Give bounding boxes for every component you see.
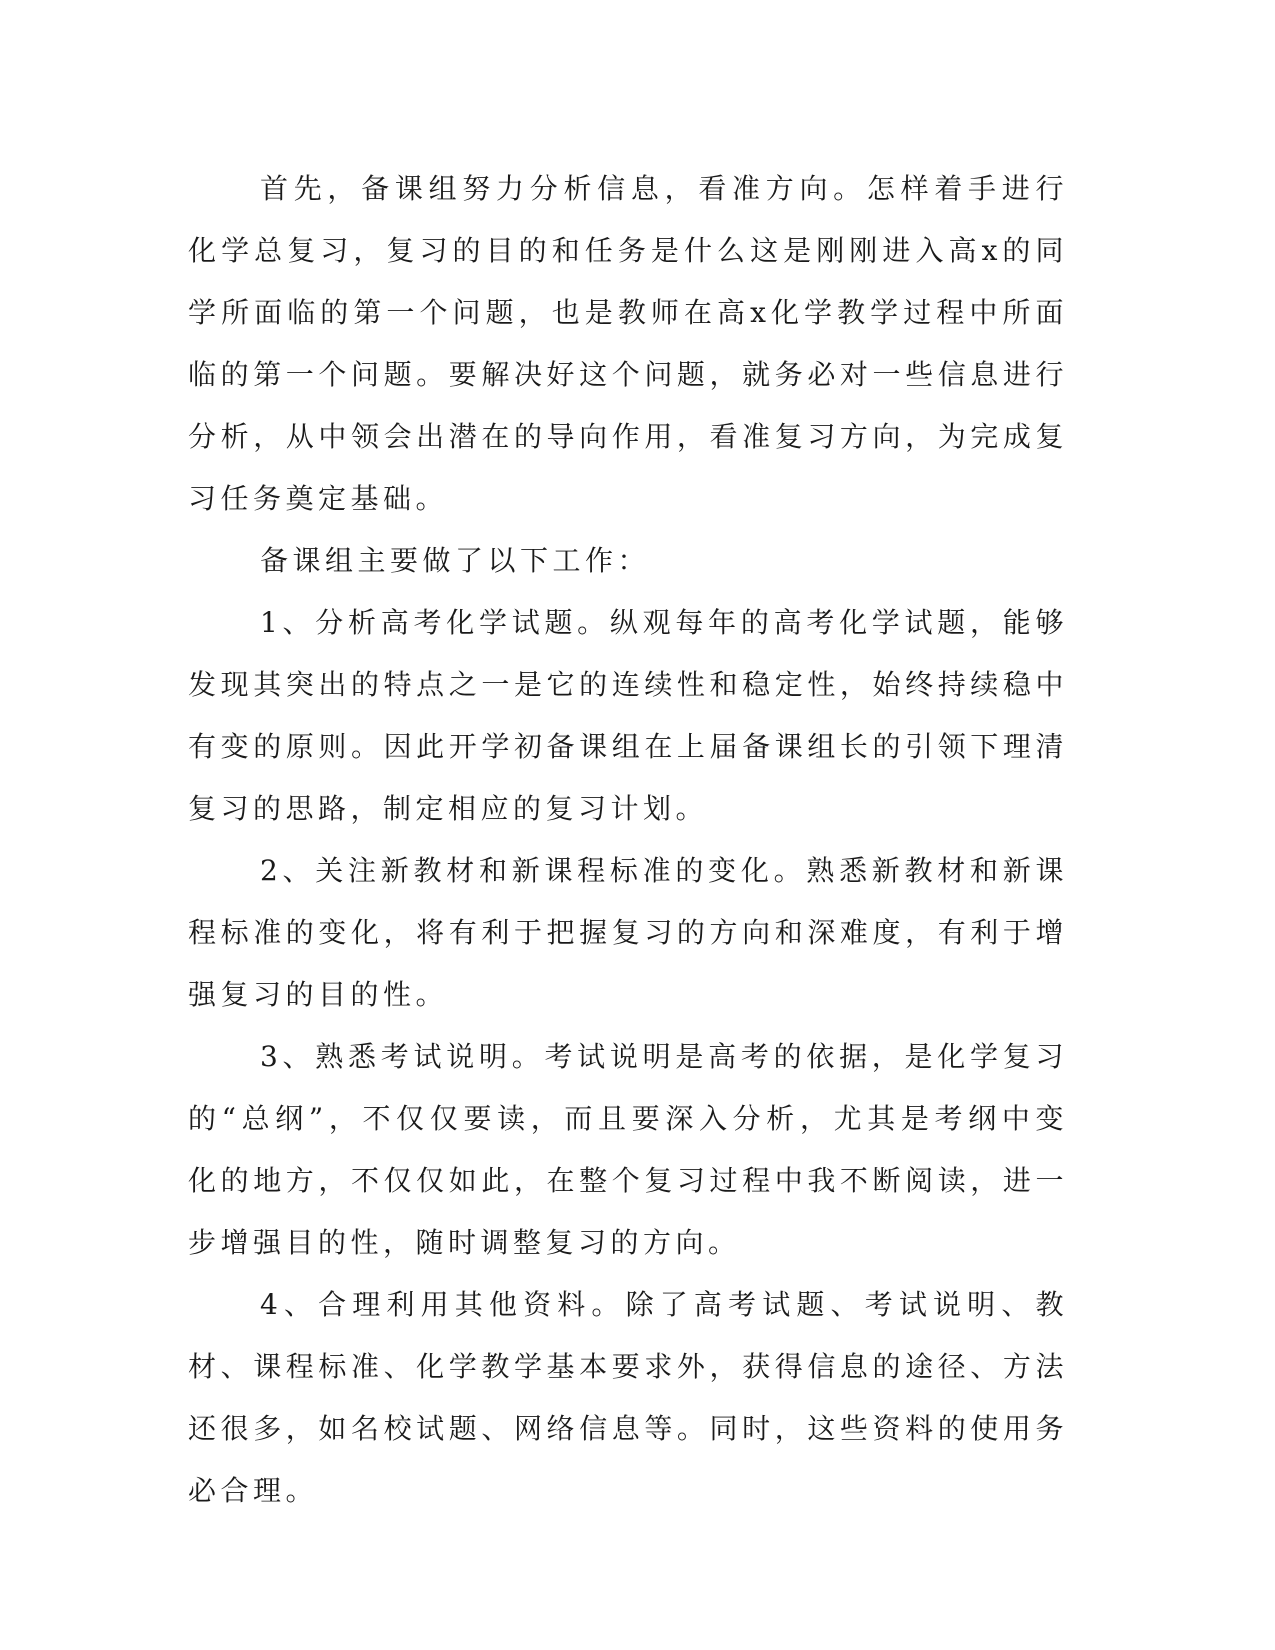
paragraph-item-2: 2、关注新教材和新课程标准的变化。熟悉新教材和新课程标准的变化，将有利于把握复习的方向和深难度，有利于增强复习的目的性。 (188, 854, 1068, 1011)
paragraph-intro: 首先，备课组努力分析信息，看准方向。怎样着手进行化学总复习，复习的目的和任务是什么这是刚刚进入高x的同学所面临的第一个问题，也是教师在高x化学教学过程中所面临的第一个问题。要解决好这个问题，就务必对一些信息进行分析，从中领会出潜在的导向作用，看准复习方向，为完成复习任务奠定基础。 (188, 172, 1068, 515)
document-body (188, 158, 1068, 1522)
paragraph-item-3: 3、熟悉考试说明。考试说明是高考的依据，是化学复习的“总纲”，不仅仅要读，而且要深入分析，尤其是考纲中变化的地方，不仅仅如此，在整个复习过程中我不断阅读，进一步增强目的性，随时调整复习的方向。 (188, 1040, 1068, 1259)
paragraph-work-heading: 备课组主要做了以下工作： (260, 544, 651, 577)
paragraph-item-4: 4、合理利用其他资料。除了高考试题、考试说明、教材、课程标准、化学教学基本要求外，获得信息的途径、方法还很多，如名校试题、网络信息等。同时，这些资料的使用务必合理。 (188, 1288, 1068, 1507)
paragraph-item-1: 1、分析高考化学试题。纵观每年的高考化学试题，能够发现其突出的特点之一是它的连续性和稳定性，始终持续稳中有变的原则。因此开学初备课组在上届备课组长的引领下理清复习的思路，制定相应的复习计划。 (188, 606, 1068, 825)
